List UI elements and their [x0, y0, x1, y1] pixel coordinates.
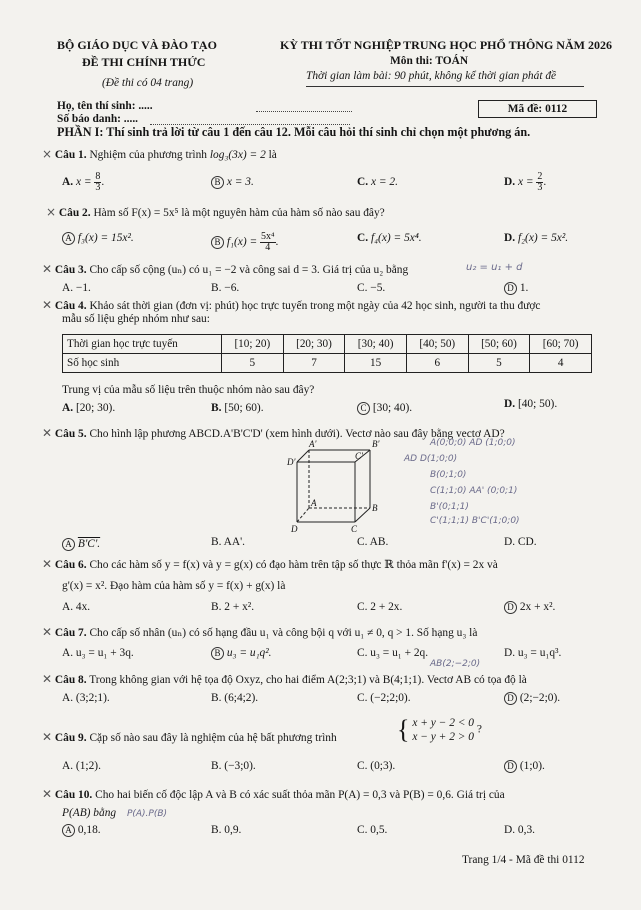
- q5-note-3: B(0;1;0): [430, 470, 467, 480]
- q1-tail: là: [268, 149, 277, 161]
- q8-handwriting: AB(2;−2;0): [430, 659, 481, 669]
- q9-option-c[interactable]: C. (0;3).: [357, 760, 396, 772]
- q9-option-b[interactable]: B. (−3;0).: [211, 760, 256, 772]
- q9-ineq-1: x + y − 2 < 0: [412, 717, 474, 729]
- q9-option-d[interactable]: D (1;0).: [504, 760, 545, 773]
- exam-title: KỲ THI TỐT NGHIỆP TRUNG HỌC PHỔ THÔNG NĂM 2026: [280, 38, 612, 52]
- q6: ✕ Câu 6. Cho các hàm số y = f(x) và y = g(x) có đạo hàm trên tập số thực ℝ thỏa mãn f'(x) = 2x và: [42, 557, 498, 571]
- cube-label-a1: A': [309, 439, 317, 449]
- q4-text: Khảo sát thời gian (đơn vị: phút) học trực tuyến trong một ngày của 42 học sinh, người ta thu được: [89, 300, 541, 312]
- q4-question: Trung vị của mẫu số liệu trên thuộc nhóm nào sau đây?: [62, 384, 315, 396]
- q10-option-d[interactable]: D. 0,3.: [504, 824, 536, 836]
- page-footer: Trang 1/4 - Mã đề thi 0112: [462, 854, 585, 866]
- subject: Môn thi: TOÁN: [390, 55, 469, 67]
- q8-option-a[interactable]: A. (3;2;1).: [62, 692, 110, 704]
- q7-text: Cho cấp số nhân (uₙ) có số hạng đầu u₁ và công bội q với u₁ ≠ 0, q > 1. Số hạng u₃ là: [89, 627, 478, 639]
- q3-text: Cho cấp số cộng (uₙ) có u₁ = −2 và công sai d = 3. Giá trị của u₂ bằng: [89, 264, 409, 276]
- q7-option-d[interactable]: D. u₃ = u₁q³.: [504, 647, 562, 659]
- q3-option-c[interactable]: C. −5.: [357, 282, 386, 294]
- q5-note-5: B'(0;1;1): [430, 502, 469, 512]
- q6-option-c[interactable]: C. 2 + 2x.: [357, 601, 403, 613]
- q10-option-c[interactable]: C. 0,5.: [357, 824, 388, 836]
- q1-option-a[interactable]: A. x = $\frac{8}{3}$ .: [62, 171, 105, 193]
- q5-option-c[interactable]: C. AB.: [357, 536, 389, 548]
- q10: ✕ Câu 10. Cho hai biến cố độc lập A và B có xác suất thỏa mãn P(A) = 0,3 và P(B) = 0,6. Giá trị của: [42, 787, 505, 801]
- q8-option-c[interactable]: C. (−2;2;0).: [357, 692, 411, 704]
- q10-option-b[interactable]: B. 0,9.: [211, 824, 242, 836]
- q3-option-d[interactable]: D 1.: [504, 282, 528, 295]
- q4-text2: mẫu số liệu ghép nhóm như sau:: [62, 313, 210, 325]
- q1-option-b[interactable]: B x = 3.: [211, 176, 254, 189]
- q8-option-d[interactable]: D (2;−2;0).: [504, 692, 560, 705]
- q5-option-b[interactable]: B. AA'.: [211, 536, 246, 548]
- q10-text: Cho hai biến cố độc lập A và B có xác suất thỏa mãn P(A) = 0,3 và P(B) = 0,6. Giá trị của: [95, 789, 505, 801]
- q3-handwriting: u₂ = u₁ + d: [466, 262, 523, 273]
- q3-option-b[interactable]: B. −6.: [211, 282, 240, 294]
- cube-label-b: B: [372, 503, 378, 513]
- name-label: Họ, tên thí sinh: .....: [57, 100, 153, 112]
- q2-option-a[interactable]: A f₃(x) = 15x².: [62, 232, 134, 245]
- header-rule: [306, 86, 584, 87]
- q6-option-d[interactable]: D 2x + x².: [504, 601, 555, 614]
- q4-option-b[interactable]: B. [50; 60).: [211, 402, 264, 414]
- q2-option-b[interactable]: B f₁(x) = $\frac{\text{5x⁴}}{4}$ .: [211, 232, 278, 253]
- q5-option-d[interactable]: D. CD.: [504, 536, 537, 548]
- cube-label-a: A: [311, 498, 317, 508]
- q8-text: Trong không gian với hệ tọa độ Oxyz, cho hai điểm A(2;3;1) và B(4;1;1). Vectơ AB có tọa độ là: [89, 674, 527, 686]
- q10-handwriting: P(A).P(B): [126, 809, 168, 819]
- ministry-name: BỘ GIÁO DỤC VÀ ĐÀO TẠO: [57, 38, 217, 52]
- q5-note-6: C'(1;1;1) B'C'(1;0;0): [430, 516, 520, 526]
- id-label: Số báo danh: .....: [57, 113, 139, 125]
- table-row: Số học sinh 5 7 15 6 5 4: [63, 354, 592, 373]
- q9-ineq-2: x − y + 2 > 0: [412, 731, 474, 743]
- q3: ✕ Câu 3. Cho cấp số cộng (uₙ) có u₁ = −2 và công sai d = 3. Giá trị của u₂ bằng: [42, 262, 409, 276]
- q5-option-a[interactable]: A B'C'.: [62, 538, 100, 551]
- q5-note-1: A(0;0;0) AD (1;0;0): [430, 438, 516, 448]
- q2-option-d[interactable]: D. f₂(x) = 5x².: [504, 232, 569, 244]
- q7: ✕ Câu 7. Cho cấp số nhân (uₙ) có số hạng đầu u₁ và công bội q với u₁ ≠ 0, q > 1. Số hạng u₃ là: [42, 625, 478, 639]
- pages-note: (Đề thi có 04 trang): [102, 77, 194, 89]
- q9: ✕ Câu 9. Cặp số nào sau đây là nghiệm của hệ bất phương trình: [42, 730, 337, 744]
- table-head: Số học sinh: [63, 354, 222, 373]
- cube-label-b1: B': [372, 439, 380, 449]
- q4: ✕ Câu 4. Khảo sát thời gian (đơn vị: phút) học trực tuyến trong một ngày của 42 học sinh, người ta thu được: [42, 298, 541, 312]
- q6-text: Cho các hàm số y = f(x) và y = g(x) có đạo hàm trên tập số thực ℝ thỏa mãn f'(x) = 2x và: [89, 559, 498, 571]
- q6-option-a[interactable]: A. 4x.: [62, 601, 91, 613]
- q4-data-table: [62, 334, 592, 373]
- cube-figure: [285, 438, 395, 534]
- cube-label-c1: C': [355, 451, 363, 461]
- q1-equation: log₃(3x) = 2: [209, 149, 266, 161]
- cube-label-c: C: [351, 524, 358, 534]
- q1-option-d[interactable]: D. x = $\frac{2}{3}$ .: [504, 171, 547, 193]
- official-label: ĐỀ THI CHÍNH THỨC: [82, 55, 206, 69]
- q1-option-c[interactable]: C. x = 2.: [357, 176, 398, 188]
- cross-mark: ×: [42, 147, 53, 161]
- part1-title: PHẦN I: Thí sinh trả lời từ câu 1 đến câu 12. Mỗi câu hỏi thí sinh chỉ chọn một phương án.: [57, 125, 531, 139]
- q5-note-4: C(1;1;0) AA' (0;0;1): [430, 486, 518, 496]
- q5: ✕ Câu 5. Cho hình lập phương ABCD.A'B'C'D' (xem hình dưới). Vectơ nào sau đây bằng vectơ AD?: [42, 426, 505, 440]
- q4-option-d[interactable]: D. [40; 50).: [504, 398, 558, 410]
- q1: [42, 147, 277, 161]
- table-head: Thời gian học trực tuyến: [63, 335, 222, 354]
- q10-option-a[interactable]: A 0,18.: [62, 824, 101, 837]
- q7-option-b[interactable]: B u₃ = u₁q².: [211, 647, 272, 660]
- q3-option-a[interactable]: A. −1.: [62, 282, 91, 294]
- table-row: Thời gian học trực tuyến [10; 20) [20; 30) [30; 40) [40; 50) [50; 60) [60; 70): [63, 335, 592, 354]
- q9-option-a[interactable]: A. (1;2).: [62, 760, 101, 772]
- q5-text: Cho hình lập phương ABCD.A'B'C'D' (xem hình dưới). Vectơ nào sau đây bằng vectơ AD?: [89, 428, 505, 440]
- q4-option-c[interactable]: C [30; 40).: [357, 402, 412, 415]
- q2: × Câu 2. Hàm số F(x) = 5x⁵ là một nguyên hàm của hàm số nào sau đây?: [46, 205, 385, 219]
- q2-text: Hàm số F(x) = 5x⁵ là một nguyên hàm của hàm số nào sau đây?: [93, 207, 385, 219]
- q5-note-2: AD D(1;0;0): [404, 454, 458, 464]
- q7-option-c[interactable]: C. u₃ = u₁ + 2q.: [357, 647, 429, 659]
- cube-label-d1: D': [287, 457, 296, 467]
- q10-text2: P(AB) bằng P(A).P(B): [62, 807, 168, 819]
- q6-text2: g'(x) = x². Đạo hàm của hàm số y = f(x) + g(x) là: [62, 580, 286, 592]
- time-limit: Thời gian làm bài: 90 phút, không kể thời gian phát đề: [306, 70, 557, 82]
- q9-system: { x + y − 2 < 0 x − y + 2 > 0 ?: [397, 715, 482, 744]
- name-line: [256, 111, 352, 112]
- q1-label: Câu 1.: [54, 149, 87, 161]
- q8-option-b[interactable]: B. (6;4;2).: [211, 692, 259, 704]
- q4-option-a[interactable]: A. [20; 30).: [62, 402, 116, 414]
- cube-label-d: D: [291, 524, 298, 534]
- q8: ✕ Câu 8. Trong không gian với hệ tọa độ Oxyz, cho hai điểm A(2;3;1) và B(4;1;1). Vectơ AB có tọa độ là: [42, 672, 527, 686]
- q2-option-c[interactable]: C. f₄(x) = 5x⁴.: [357, 232, 422, 244]
- exam-code-box: Mã đề: 0112: [478, 100, 597, 118]
- q7-option-a[interactable]: A. u₃ = u₁ + 3q.: [62, 647, 134, 659]
- q1-text: Nghiệm của phương trình: [89, 149, 207, 161]
- q6-option-b[interactable]: B. 2 + x².: [211, 601, 255, 613]
- q9-text: Cặp số nào sau đây là nghiệm của hệ bất phương trình: [89, 732, 337, 744]
